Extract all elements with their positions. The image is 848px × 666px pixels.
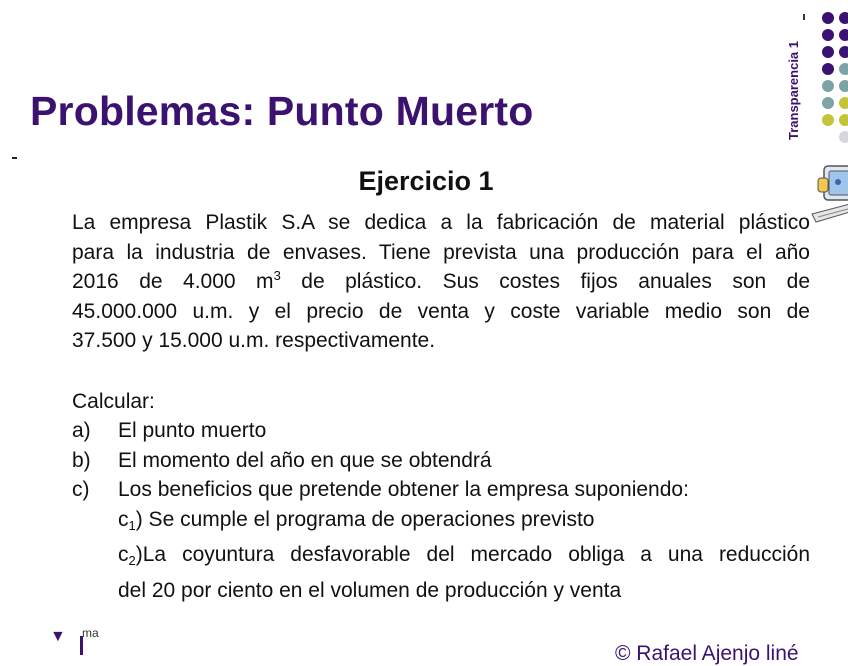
divider-mark	[12, 157, 17, 159]
slide-number-label: Transparencia 1	[786, 41, 801, 140]
decorative-dot	[839, 29, 848, 41]
decorative-dot	[822, 63, 834, 75]
list-item-text: El punto muerto	[118, 419, 267, 442]
decorative-dot	[822, 97, 834, 109]
list-item-label: a)	[72, 419, 91, 442]
logo-text: ma	[82, 626, 99, 640]
list-item-text: Los beneficios que pretende obtener la empresa suponiendo:	[118, 478, 689, 501]
subscript: 2	[128, 553, 136, 568]
sub-item-text: )La coyuntura desfavorable del mercado obliga a una reducción	[135, 543, 810, 566]
slide-title: Problemas: Punto Muerto	[30, 88, 534, 134]
list-item-label: b)	[72, 448, 91, 472]
computer-icon	[810, 164, 848, 226]
logo-icon: ▼	[50, 628, 66, 645]
decorative-dot	[839, 80, 848, 92]
sub-item-text: ) Se cumple el programa de operaciones previsto	[135, 507, 595, 531]
list-item	[72, 475, 810, 505]
decorative-dot	[839, 46, 848, 58]
superscript: 3	[273, 268, 281, 283]
divider-mark	[803, 14, 805, 20]
list-item-label: c)	[72, 478, 90, 501]
decorative-dot	[839, 114, 848, 126]
decorative-dot	[839, 97, 848, 109]
list-item-text: El momento del año en que se obtendrá	[118, 448, 492, 472]
copyright-text: © Rafael Ajenjo liné	[615, 642, 799, 665]
paragraph-line	[72, 267, 810, 297]
exercise-heading: Ejercicio 1	[358, 166, 494, 196]
paragraph-line: La empresa Plastik S.A se dedica a la fabricación de material plástico	[72, 211, 810, 234]
sub-item-prefix: c	[118, 507, 129, 531]
list-item	[72, 416, 810, 446]
paragraph-line-part: de plástico. Sus costes fijos anuales son de	[280, 270, 811, 293]
list-item	[72, 446, 810, 476]
sub-item-continuation: del 20 por ciento en el volumen de producción y venta	[118, 578, 622, 602]
exercise-body	[72, 208, 810, 605]
decorative-dot	[839, 131, 848, 143]
paragraph-line-part: 2016 de 4.000 m	[72, 270, 274, 293]
sub-item-prefix: c	[118, 543, 129, 566]
decorative-dot	[822, 12, 834, 24]
paragraph-line: 37.500 y 15.000 u.m. respectivamente.	[72, 329, 436, 352]
decorative-dot	[822, 80, 834, 92]
decorative-dot	[822, 114, 834, 126]
decorative-dot	[839, 12, 848, 24]
paragraph-line: para la industria de envases. Tiene prevista una producción para el año	[72, 240, 810, 264]
paragraph-line: 45.000.000 u.m. y el precio de venta y coste variable medio son de	[72, 299, 810, 323]
subscript: 1	[128, 517, 136, 533]
calcular-label: Calcular:	[72, 389, 155, 413]
sub-item	[72, 540, 810, 576]
decorative-dot	[839, 63, 848, 75]
decorative-dot	[822, 46, 834, 58]
decorative-dot	[822, 29, 834, 41]
sub-item	[72, 505, 810, 541]
